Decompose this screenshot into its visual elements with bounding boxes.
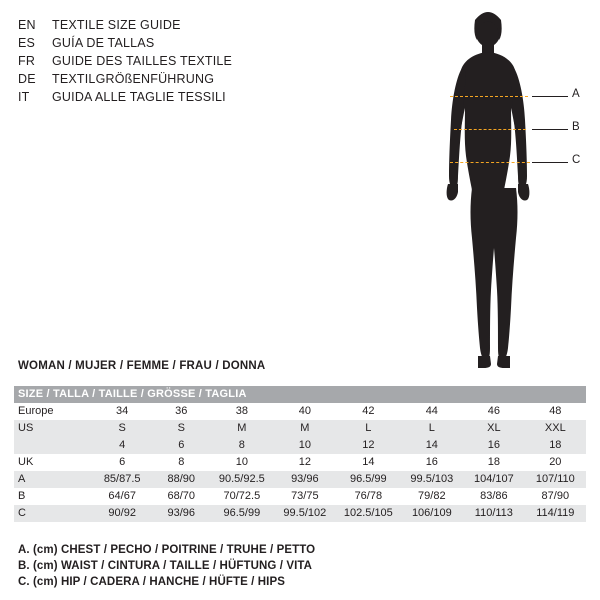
cell: 99.5/103 [401,471,464,488]
cell: 106/109 [401,505,464,522]
cell: XXL [525,420,586,437]
legend-row-hip: C. (cm) HIP / CADERA / HANCHE / HÜFTE / HIPS [18,576,286,588]
cell: 42 [336,403,400,420]
cell: 68/70 [152,488,210,505]
cell: 99.5/102 [274,505,337,522]
cell: L [401,420,464,437]
waist-measure-line [454,129,526,130]
cell: 76/78 [336,488,400,505]
cell: 96.5/99 [336,471,400,488]
cell: 85/87.5 [92,471,153,488]
language-text: GUÍA DE TALLAS [52,36,155,50]
cell: 93/96 [152,505,210,522]
cell: 110/113 [463,505,525,522]
cell: 8 [152,454,210,471]
hip-measure-line [450,162,530,163]
table-row [14,403,586,420]
table-header-row [14,386,586,403]
hip-marker-label: C [572,154,581,166]
cell: 46 [463,403,525,420]
cell: M [274,420,337,437]
legend-row-chest: A. (cm) CHEST / PECHO / POITRINE / TRUHE / PETTO [18,544,316,556]
chest-leader-line [532,96,568,97]
cell: 107/110 [525,471,586,488]
language-text: GUIDA ALLE TAGLIE TESSILI [52,90,226,104]
language-text: TEXTILGRÖßENFÜHRUNG [52,72,215,86]
cell: 73/75 [274,488,337,505]
cell: 70/72.5 [210,488,273,505]
cell: 40 [274,403,337,420]
cell: 4 [92,437,153,454]
table-row [14,454,586,471]
cell: S [152,420,210,437]
cell: 64/67 [92,488,153,505]
row-label: US [14,420,92,437]
female-body-figure [420,8,595,378]
language-code: FR [18,54,36,68]
row-label: A [14,471,92,488]
cell: 14 [336,454,400,471]
cell: S [92,420,153,437]
row-label: UK [14,454,92,471]
row-label: C [14,505,92,522]
table-row [14,505,586,522]
cell: 36 [152,403,210,420]
cell: 96.5/99 [210,505,273,522]
language-text: GUIDE DES TAILLES TEXTILE [52,54,233,68]
language-row [18,52,348,70]
cell: XL [463,420,525,437]
cell: 44 [401,403,464,420]
cell: 10 [210,454,273,471]
cell: 104/107 [463,471,525,488]
chest-measure-line [450,96,528,97]
language-code: EN [18,18,36,32]
table-header-label: SIZE / TALLA / TAILLE / GRÖSSE / TAGLIA [14,386,586,403]
table-row [14,437,586,454]
cell: L [336,420,400,437]
row-label [14,437,92,454]
language-code: DE [18,72,36,86]
language-row [18,16,348,34]
language-text: TEXTILE SIZE GUIDE [52,18,181,32]
language-code: IT [18,90,30,104]
cell: 90/92 [92,505,153,522]
cell: 90.5/92.5 [210,471,273,488]
cell: 18 [525,437,586,454]
cell: 48 [525,403,586,420]
cell: 20 [525,454,586,471]
cell: 83/86 [463,488,525,505]
table-row [14,488,586,505]
size-table [14,386,586,522]
language-code: ES [18,36,36,50]
cell: 16 [401,454,464,471]
female-silhouette-icon [420,8,595,378]
cell: 6 [92,454,153,471]
cell: 114/119 [525,505,586,522]
table-row [14,420,586,437]
cell: 34 [92,403,153,420]
measurement-legend [18,542,578,590]
cell: 6 [152,437,210,454]
language-list [18,16,348,106]
cell: 10 [274,437,337,454]
cell: M [210,420,273,437]
cell: 87/90 [525,488,586,505]
language-row [18,70,348,88]
waist-marker-label: B [572,121,580,133]
cell: 12 [336,437,400,454]
cell: 38 [210,403,273,420]
cell: 16 [463,437,525,454]
language-row [18,88,348,106]
row-label: Europe [14,403,92,420]
hip-leader-line [532,162,568,163]
section-title: WOMAN / MUJER / FEMME / FRAU / DONNA [18,360,266,372]
cell: 79/82 [401,488,464,505]
cell: 14 [401,437,464,454]
cell: 8 [210,437,273,454]
cell: 102.5/105 [336,505,400,522]
legend-row-waist: B. (cm) WAIST / CINTURA / TAILLE / HÜFTUNG / VITA [18,560,313,572]
cell: 12 [274,454,337,471]
cell: 88/90 [152,471,210,488]
language-row [18,34,348,52]
row-label: B [14,488,92,505]
waist-leader-line [532,129,568,130]
cell: 93/96 [274,471,337,488]
chest-marker-label: A [572,88,580,100]
cell: 18 [463,454,525,471]
table-row [14,471,586,488]
